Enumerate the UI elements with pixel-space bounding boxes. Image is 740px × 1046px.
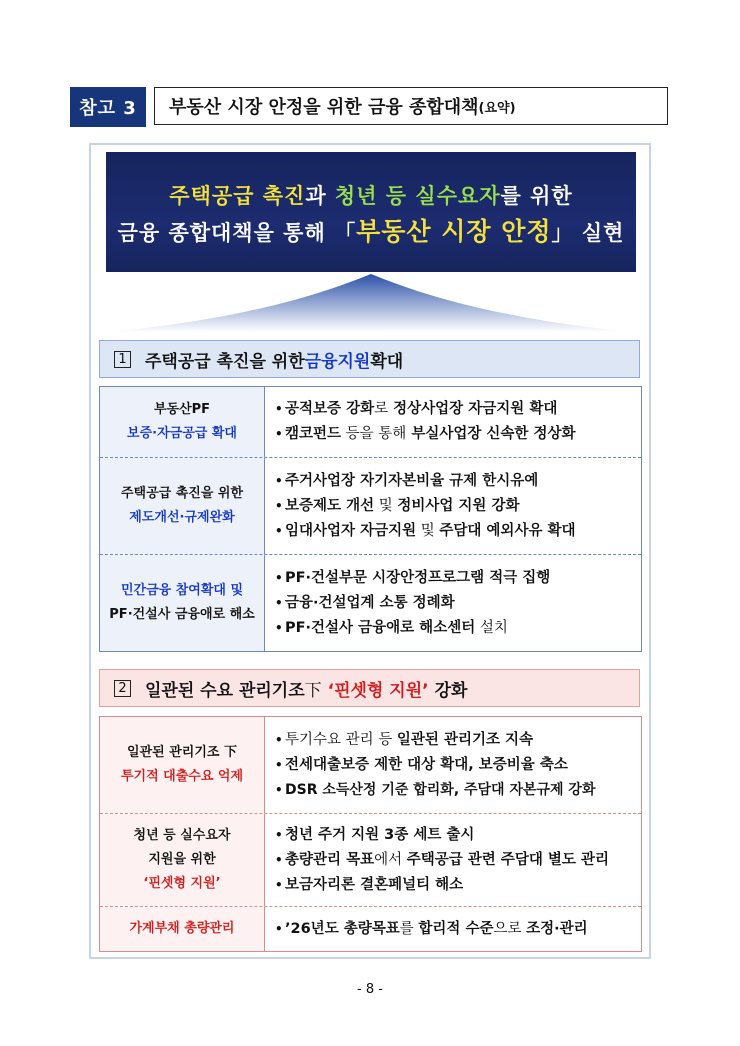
list-item: • ’26년도 총량목표를 합리적 수준으로 조정·관리 [275, 920, 588, 937]
banner-line-1 [106, 178, 636, 214]
row-label [100, 907, 265, 951]
list-item: • 청년 주거 지원 3종 세트 출시 [275, 826, 475, 843]
banner-text: 」 실현 [551, 221, 625, 245]
banner-text: 청년 등 실수요자 [334, 184, 501, 208]
goal-banner [106, 152, 636, 272]
table-row [100, 554, 641, 651]
section-title: 확대 [370, 351, 404, 372]
banner-text: 부동산 시장 안정 [356, 217, 552, 246]
section-2-table [99, 716, 642, 952]
row-label-text: 보증·자금공급 확대 [127, 426, 237, 441]
list-item: • 금융·건설업계 소통 정례화 [275, 594, 455, 611]
list-item: • PF·건설부문 시장안정프로그램 적극 집행 [275, 569, 551, 586]
row-label-text: 주택공급 촉진을 위한 [120, 486, 244, 501]
banner-text: 금융 종합대책을 통해 [117, 221, 335, 245]
row-label-text: ‘핀셋형 지원’ [143, 876, 221, 891]
row-label [100, 555, 265, 651]
page-title [154, 87, 668, 125]
page-number: - 8 - [357, 982, 383, 997]
row-label-text: 일관된 관리기조 下 [127, 745, 237, 760]
banner-text: 「 [334, 221, 357, 245]
section-title: 주택공급 촉진을 위한 [145, 351, 305, 372]
row-label-text: 가계부채 총량관리 [129, 921, 235, 936]
banner-text: 과 [305, 184, 335, 208]
list-item: • 전세대출보증 제한 대상 확대, 보증비율 축소 [275, 756, 568, 773]
list-item: • 주거사업장 자기자본비율 규제 한시유예 [275, 472, 539, 489]
section-title: 일관된 수요 관리기조 [145, 680, 305, 701]
section-number: 1 [114, 351, 131, 368]
table-row [100, 717, 641, 813]
row-label [100, 458, 265, 554]
row-label-text: 투기적 대출수요 억제 [120, 769, 244, 784]
row-label-text: 청년 등 실수요자 [133, 828, 231, 843]
row-label-text: 민간금융 참여확대 및 [120, 583, 244, 598]
list-item: • PF·건설사 금융애로 해소센터 설치 [275, 619, 508, 636]
row-items [265, 387, 641, 457]
row-items [265, 717, 641, 813]
section-1-header [99, 340, 640, 378]
banner-line-2 [106, 214, 636, 251]
list-item: • 보금자리론 결혼페널티 해소 [275, 876, 464, 893]
row-label-text: PF·건설사 금융애로 해소 [109, 607, 255, 622]
table-row [100, 813, 641, 906]
section-title: 下 [304, 680, 322, 701]
row-items [265, 458, 641, 554]
section-title-highlight: 금융지원 [304, 351, 371, 372]
list-item: • 임대사업자 자금지원 및 주담대 예외사유 확대 [275, 522, 576, 539]
list-item: • DSR 소득산정 기준 합리화, 주담대 자본규제 강화 [275, 781, 596, 798]
list-item: • 보증제도 개선 및 정비사업 지원 강화 [275, 497, 520, 514]
title-main: 부동산 시장 안정을 위한 금융 종합대책 [169, 97, 479, 118]
list-item: • 공적보증 강화로 정상사업장 자금지원 확대 [275, 401, 558, 417]
row-items [265, 555, 641, 651]
section-2-header [99, 669, 640, 707]
table-row [100, 906, 641, 951]
row-label [100, 387, 265, 457]
table-row [100, 387, 641, 457]
table-row [100, 457, 641, 554]
row-items [265, 814, 641, 906]
list-item: • 총량관리 목표에서 주택공급 관련 주담대 별도 관리 [275, 851, 610, 868]
section-1-table [99, 386, 642, 652]
row-items [265, 907, 641, 951]
row-label-text: 부동산PF [153, 402, 211, 417]
list-item: • 캠코펀드 등을 통해 부실사업장 신속한 정상화 [275, 426, 576, 442]
banner-text: 를 위한 [500, 184, 573, 208]
up-arrow-icon [106, 272, 636, 334]
row-label-text: 제도개선·규제완화 [129, 510, 235, 525]
banner-text: 주택공급 촉진 [169, 184, 306, 208]
reference-tag: 참고 3 [70, 87, 146, 127]
row-label-text: 지원을 위한 [148, 852, 216, 867]
section-title: 강화 [434, 680, 468, 701]
section-title-highlight: ‘핀셋형 지원’ [327, 680, 429, 701]
title-suffix: (요약) [478, 100, 516, 116]
row-label [100, 717, 265, 813]
section-number: 2 [114, 680, 131, 697]
row-label [100, 814, 265, 906]
list-item: • 투기수요 관리 등 일관된 관리기조 지속 [275, 731, 534, 748]
